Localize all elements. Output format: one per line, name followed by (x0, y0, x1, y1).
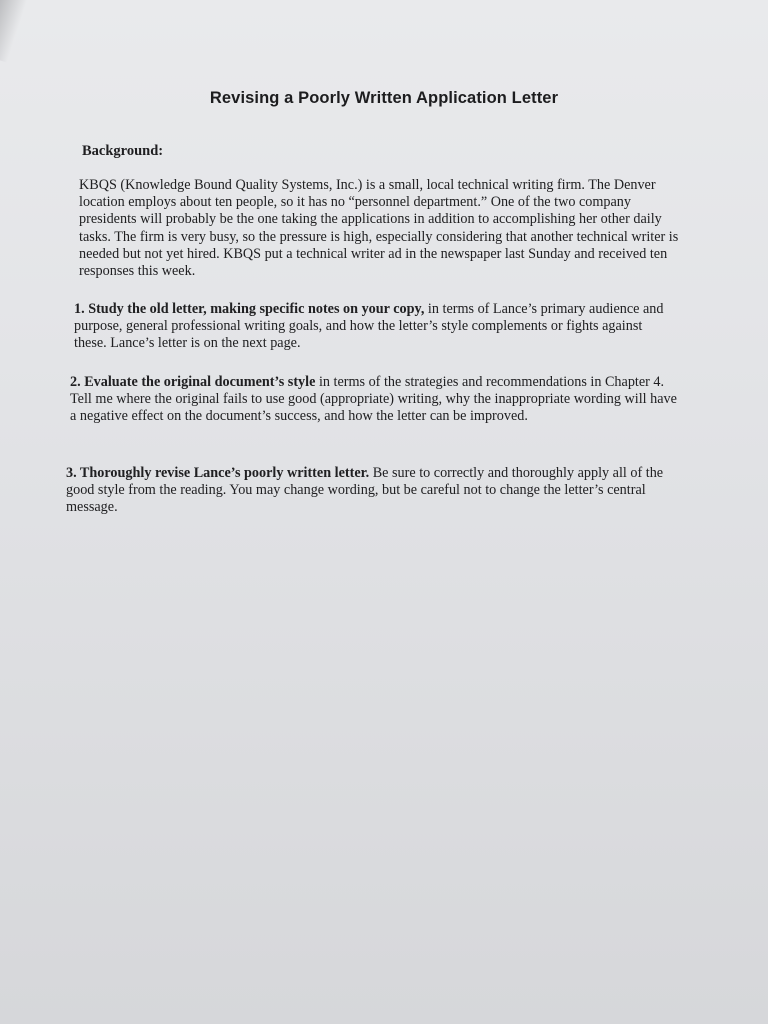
task-2-text: in terms of the strategies and recommendations in Chapter 4. Tell me where the original fails to use good (appropriate) writing, why the inappropriate wording will have a negative effect on the document’s success, and how the letter can be improved. (70, 374, 677, 425)
paper-corner-shadow (0, 0, 32, 63)
task-3-paragraph (66, 465, 672, 517)
document-title: Revising a Poorly Written Application Letter (209, 89, 559, 107)
task-2-lead: 2. Evaluate the original document’s style (70, 374, 316, 390)
task-2-paragraph (70, 374, 682, 426)
task-3-lead: 3. Thoroughly revise Lance’s poorly written letter. (66, 465, 370, 481)
task-1-lead: 1. Study the old letter, making specific notes on your copy, (74, 301, 425, 317)
background-heading: Background: (82, 143, 164, 159)
task-1-text: in terms of Lance’s primary audience and purpose, general professional writing goals, and how the letter’s style complements or fights against these. Lance’s letter is on the next page. (74, 301, 664, 352)
background-paragraph: KBQS (Knowledge Bound Quality Systems, Inc.) is a small, local technical writing firm. The Denver location employs about ten people, so it has no “personnel department.” One of the two company presidents will probably be the one taking the applications in addition to accomplishing her other daily tasks. The firm is very busy, so the pressure is high, especially considering that another technical writer is needed but not yet hired. KBQS put a technical writer ad in the newspaper last Sunday and received ten responses this week. (79, 177, 679, 280)
task-1-paragraph (74, 301, 674, 353)
task-3-text: Be sure to correctly and thoroughly apply all of the good style from the reading. You may change wording, but be careful not to change the letter’s central message. (66, 465, 664, 516)
